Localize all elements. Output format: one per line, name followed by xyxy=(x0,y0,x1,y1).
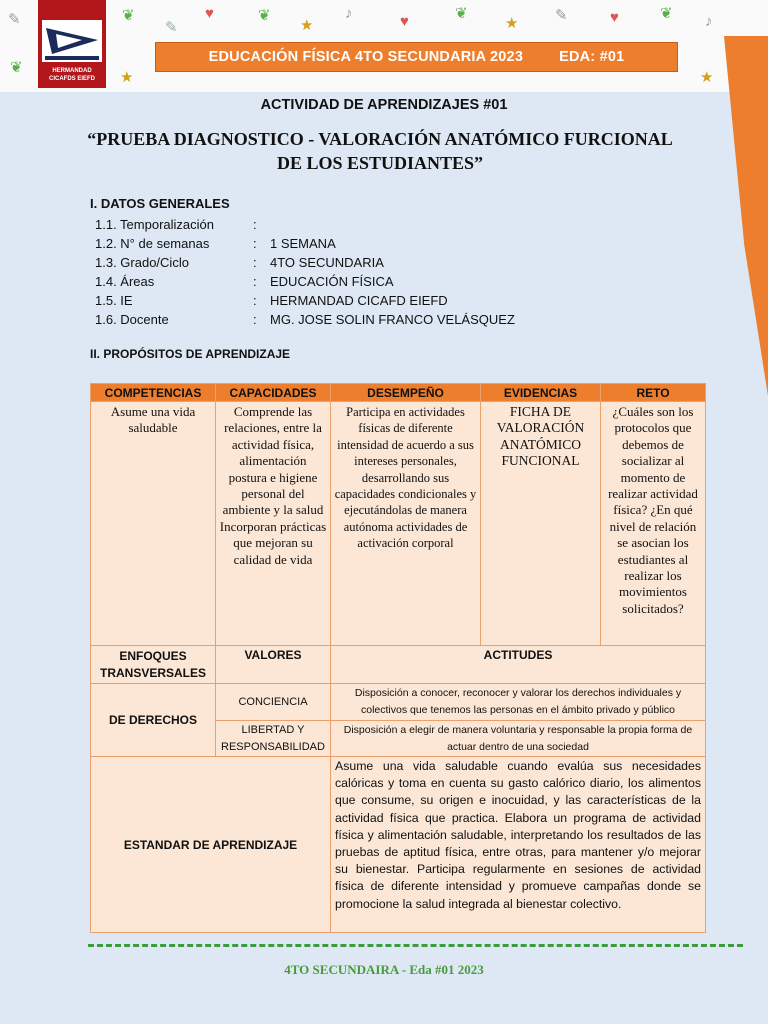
datos-value: EDUCACIÓN FÍSICA xyxy=(270,274,394,289)
leaf-icon: ❦ xyxy=(258,7,271,24)
actitudes-label: ACTITUDES xyxy=(331,646,706,684)
competencias-table xyxy=(90,383,706,933)
estandar-row xyxy=(91,757,706,933)
pencil-icon: ✎ xyxy=(165,19,178,36)
leaf-icon: ❦ xyxy=(122,7,135,24)
valor-libertad: LIBERTAD Y RESPONSABILIDAD xyxy=(216,721,331,757)
leaf-icon: ❦ xyxy=(455,5,468,22)
datos-row xyxy=(95,255,655,274)
footer-text: 4TO SECUNDAIRA - Eda #01 2023 xyxy=(284,962,484,977)
datos-key: 1.3. Grado/Ciclo xyxy=(95,255,189,270)
datos-key: 1.1. Temporalización xyxy=(95,217,214,232)
main-title-line-1: “PRUEBA DIAGNOSTICO - VALORACIÓN ANATÓMICO FURCIONAL xyxy=(87,129,673,149)
datos-colon: : xyxy=(253,274,257,289)
datos-value: 1 SEMANA xyxy=(270,236,336,251)
datos-value: HERMANDAD CICAFD EIEFD xyxy=(270,293,448,308)
course-title: EDUCACIÓN FÍSICA 4TO SECUNDARIA 2023 xyxy=(208,49,524,65)
star-icon: ★ xyxy=(505,15,519,32)
datos-colon: : xyxy=(253,293,257,308)
star-icon: ★ xyxy=(120,69,134,86)
leaf-icon: ❦ xyxy=(10,59,23,76)
datos-row xyxy=(95,236,655,255)
heart-icon: ♥ xyxy=(610,9,619,26)
section-title-propositos: II. PROPÓSITOS DE APRENDIZAJE xyxy=(90,347,291,361)
header-capacidades: CAPACIDADES xyxy=(216,384,331,402)
actitud-conciencia: Disposición a conocer, reconocer y valorar los derechos individuales y colectivos que tenemos las personas en el ámbito privado y público xyxy=(331,684,706,721)
logo-text-2: CICAFDS EIEFD xyxy=(48,76,95,82)
cell-evidencias: FICHA DE VALORACIÓN ANATÓMICO FUNCIONAL xyxy=(481,402,601,646)
footer-divider xyxy=(88,944,743,947)
datos-row xyxy=(95,274,655,293)
leaf-icon: ❦ xyxy=(660,5,673,22)
datos-key: 1.5. IE xyxy=(95,293,133,308)
pencil-icon: ✎ xyxy=(8,11,21,28)
enfoques-header-row xyxy=(91,646,706,684)
actitud-libertad: Disposición a elegir de manera voluntaria y responsable la propia forma de actuar dentro de una sociedad xyxy=(331,721,706,757)
datos-row xyxy=(95,312,655,331)
heart-icon: ♥ xyxy=(400,13,409,30)
heart-icon: ♥ xyxy=(205,5,214,22)
datos-colon: : xyxy=(253,217,257,232)
estandar-label: ESTANDAR DE APRENDIZAJE xyxy=(91,757,331,933)
datos-value: 4TO SECUNDARIA xyxy=(270,255,384,270)
logo-text-1: HERMANDAD xyxy=(52,68,92,74)
header-desempeno: DESEMPEÑO xyxy=(331,384,481,402)
estandar-text: Asume una vida saludable cuando evalúa sus necesidades calóricas y toma en cuenta su gasto calórico diario, los alimentos que consume, su origen e inocuidad, y las características de la actividad física que practica. Elabora un programa de actividad física y alimentación saludable, interpretando los resultados de las pruebas de aptitud física, entre otras, para mantener y/o mejorar su bienestar. Participa regularmente en sesiones de actividad física de diferente intensidad y promueve campañas donde se promocione la salud integrada al bienestar colectivo. xyxy=(331,757,706,933)
eda-label: EDA: #01 xyxy=(559,49,625,65)
star-icon: ★ xyxy=(700,69,714,86)
orange-corner-decoration xyxy=(724,36,768,396)
cell-competencia: Asume una vida saludable xyxy=(91,402,216,646)
main-title xyxy=(70,127,690,175)
datos-row xyxy=(95,293,655,312)
datos-row xyxy=(95,217,655,236)
cell-desempeno: Participa en actividades físicas de diferente intensidad de acuerdo a sus intereses personales, desarrollando sus capacidades condicionales y ejecutándolas de manera autónoma actividades de activación corporal xyxy=(331,402,481,646)
logo-bird-icon xyxy=(42,20,102,62)
datos-colon: : xyxy=(253,255,257,270)
enfoque-row xyxy=(91,684,706,721)
cell-reto: ¿Cuáles son los protocolos que debemos de socializar al momento de realizar actividad física? ¿En qué nivel de relación se asocian los estudiantes al realizar los movimientos solicitados? xyxy=(601,402,706,646)
datos-colon: : xyxy=(253,236,257,251)
table-row xyxy=(91,402,706,646)
logo-emblem xyxy=(42,20,102,62)
table-header-row xyxy=(91,384,706,402)
enfoque-derechos: DE DERECHOS xyxy=(91,684,216,757)
section-title-datos: I. DATOS GENERALES xyxy=(90,196,230,211)
pencil-icon: ✎ xyxy=(555,7,568,24)
datos-key: 1.6. Docente xyxy=(95,312,169,327)
main-title-line-2: DE LOS ESTUDIANTES” xyxy=(276,153,484,173)
datos-key: 1.2. N° de semanas xyxy=(95,236,210,251)
datos-value: MG. JOSE SOLIN FRANCO VELÁSQUEZ xyxy=(270,312,515,327)
header-evidencias: EVIDENCIAS xyxy=(481,384,601,402)
note-icon: ♪ xyxy=(705,13,713,30)
enfoques-label: ENFOQUES TRANSVERSALES xyxy=(91,646,216,684)
datos-colon: : xyxy=(253,312,257,327)
datos-key: 1.4. Áreas xyxy=(95,274,155,289)
activity-title: ACTIVIDAD DE APRENDIZAJES #01 xyxy=(260,97,508,113)
school-logo xyxy=(38,0,106,88)
header-bar xyxy=(155,42,678,72)
header-reto: RETO xyxy=(601,384,706,402)
note-icon: ♪ xyxy=(345,5,353,22)
star-icon: ★ xyxy=(300,17,314,34)
valor-conciencia: CONCIENCIA xyxy=(216,684,331,721)
valores-label: VALORES xyxy=(216,646,331,684)
header-competencias: COMPETENCIAS xyxy=(91,384,216,402)
cell-capacidades: Comprende las relaciones, entre la actividad física, alimentación postura e higiene personal del ambiente y la salud Incorporan prácticas que mejoran su calidad de vida xyxy=(216,402,331,646)
